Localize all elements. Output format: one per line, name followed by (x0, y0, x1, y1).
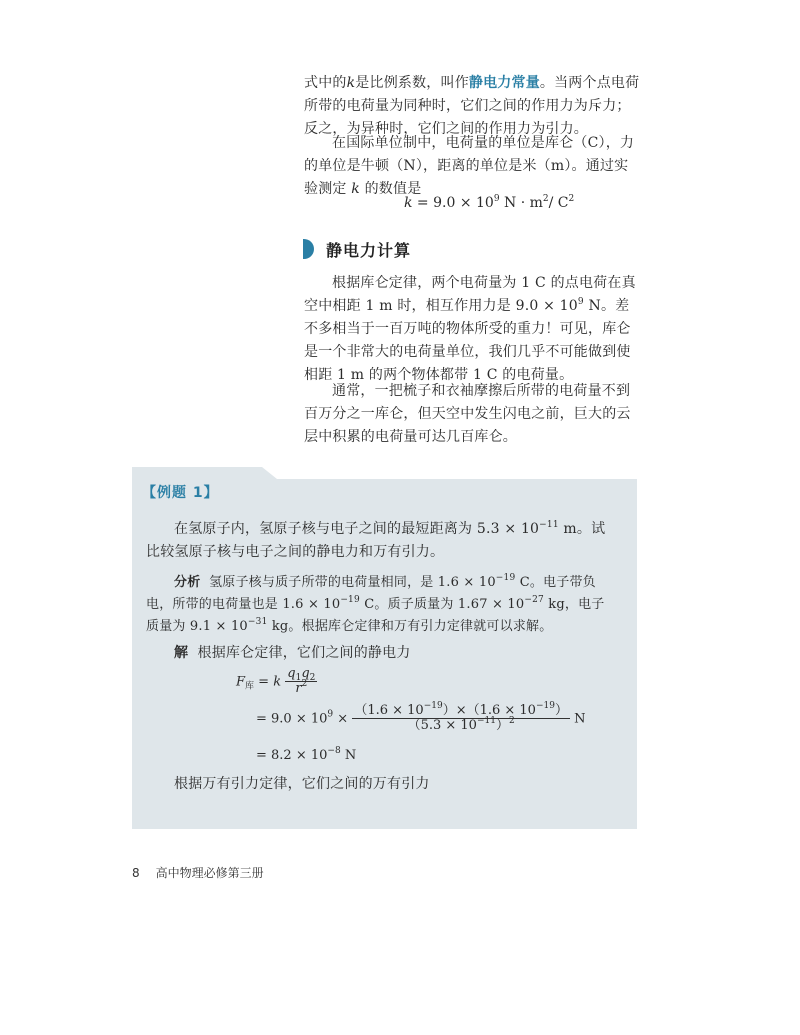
analysis-label: 分析 (174, 575, 201, 590)
fraction: $\frac{(1.6 \times 10^{-19})\times(1.6 \times 10^{-19})}{(5.3 \times 10^{-11})^2}$ (354, 701, 568, 734)
equation-result: = $8.2 \times 10^{-8}$ N (256, 746, 357, 763)
example-problem: 在氢原子内，氢原子核与电子之间的最短距离为 $5.3 \times 10^{-11}$ m。试比较氢原子核与电子之间的静电力和万有引力。 (146, 520, 606, 560)
section-marker-icon (303, 239, 314, 259)
equation-substitution: = $9.0 \times 10^9$ × $\frac{(1.6 \times 10^{-19})\times(1.6 \times 10^{-19})}{(5.3 \times 10^{-11})^2}$ N (256, 701, 586, 734)
example-closing: 根据万有引力定律，它们之间的万有引力 (174, 776, 430, 792)
paragraph-lightning: 通常，一把梳子和衣袖摩擦后所带的电荷量不到百万分之一库仑，但天空中发生闪电之前，巨大的云层中积累的电荷量可达几百库仑。 (304, 383, 631, 445)
paragraph-electrostatic-constant: 式中的k是比例系数，叫作静电力常量。当两个点电荷所带的电荷量为同种时，它们之间的作用力为斥力；反之，为异种时，它们之间的作用力为引力。 (304, 75, 640, 137)
book-title: 高中物理必修第三册 (155, 866, 264, 880)
formula-k-value: $k = 9.0 \times 10^9$ $N \cdot m^2/$ $C^2$ (404, 194, 575, 211)
example-label: 【例题 1】 (142, 485, 219, 501)
example-analysis: 分析 氢原子核与质子所带的电荷量相同，是 $1.6 \times 10^{-19}$ C。电子带负电，所带的电荷量也是 $1.6 \times 10^{-19}$ C。质子质量为 $1.67 \times 10^{-27}$ kg，电子质量为 $9.1 \times 10^{-31}$ kg。根据库仑定律和万有引力定律就可以求解。 (146, 573, 605, 634)
section-heading (303, 237, 411, 261)
page-number: 8 (132, 866, 140, 880)
highlight-term: 静电力常量 (468, 75, 540, 91)
paragraph-si-units: 在国际单位制中，电荷量的单位是库仑（C），力的单位是牛顿（N），距离的单位是米（m）。通过实验测定 k 的数值是 (304, 135, 635, 197)
section-title: 静电力计算 (326, 240, 412, 260)
example-solution-intro: 解 根据库仑定律，它们之间的静电力 (174, 645, 411, 661)
paragraph-coulomb-magnitude: 根据库仑定律，两个电荷量为 1 C 的点电荷在真空中相距 1 m 时，相互作用力是 $9.0 \times 10^9$ N。差不多相当于一百万吨的物体所受的重力！可见，库仑是一个非常大的电荷量单位，我们几乎不可能做到使相距 1 m 的两个物体都带 1 C 的电荷量。 (304, 275, 636, 383)
fraction: $\frac{q_1q_2}{r^2}$ (287, 666, 316, 697)
solution-label: 解 (174, 645, 189, 661)
equation-coulomb-law: $F_库 = k$ $\frac{q_1q_2}{r^2}$ (236, 666, 316, 697)
page-footer (132, 864, 264, 881)
